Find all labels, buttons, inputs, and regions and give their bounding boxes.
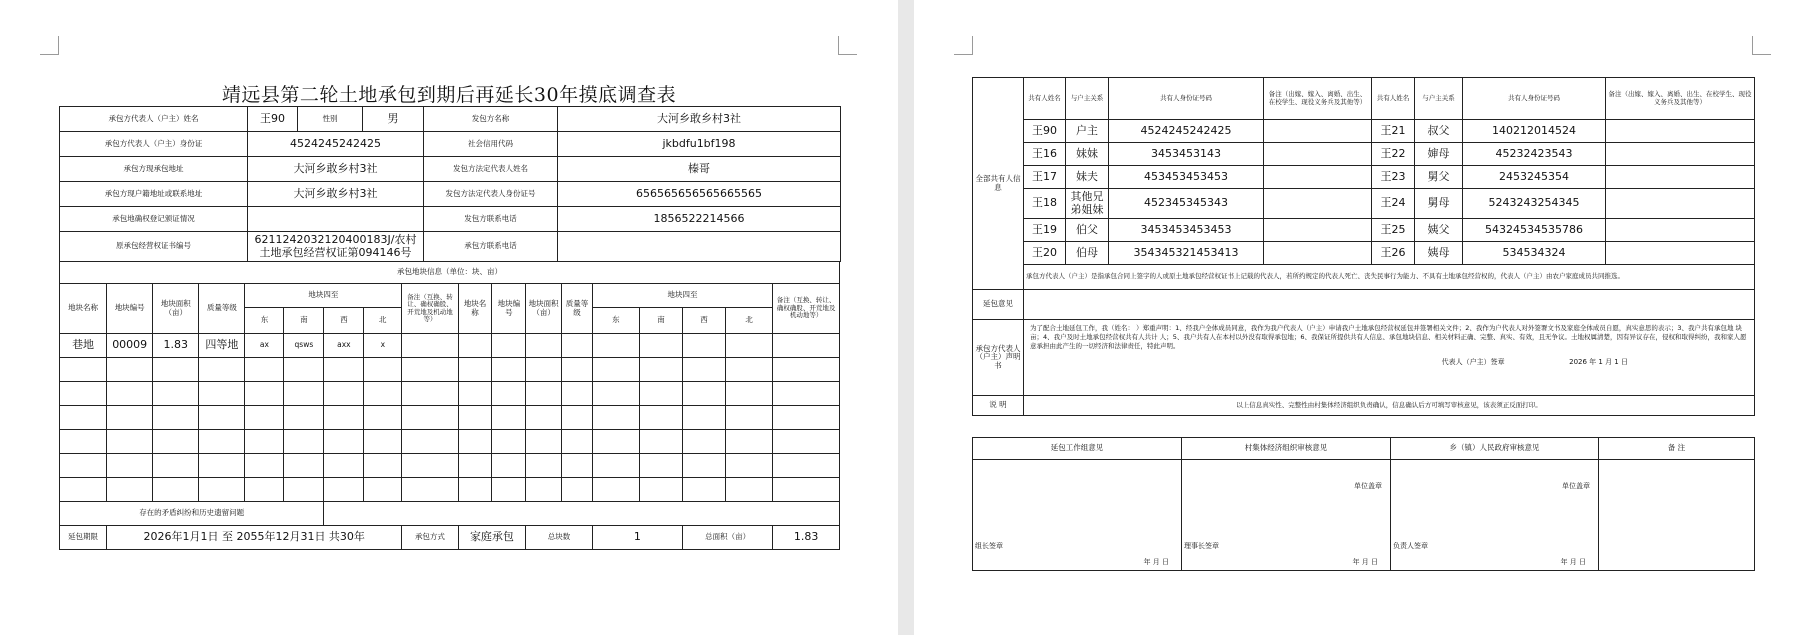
col-north-2: 北 xyxy=(726,308,773,334)
household-info-table xyxy=(59,106,841,262)
dispute-value xyxy=(324,502,840,526)
page-2 xyxy=(914,0,1811,635)
col-member-name: 共有人姓名 xyxy=(1024,78,1066,120)
old-cert: 6211242032120400183J/农村土地承包经营权证第094146号 xyxy=(248,232,424,262)
col-member-note-2: 备注（出嫁、嫁入、离婚、出生、在校学生、现役义务兵及其他等） xyxy=(1606,78,1755,120)
col-plot-grade: 质量等级 xyxy=(199,284,245,334)
member-name: 王21 xyxy=(1372,120,1415,143)
member-name: 王23 xyxy=(1372,166,1415,189)
approval-date: 年 月 日 xyxy=(1352,558,1378,566)
approval-signer: 负责人签章 xyxy=(1393,542,1428,550)
col-plot-code: 地块编号 xyxy=(107,284,153,334)
table-row xyxy=(973,189,1755,219)
member-name: 王90 xyxy=(1024,120,1066,143)
member-name: 王18 xyxy=(1024,189,1066,219)
col-west-2: 西 xyxy=(683,308,726,334)
members-table xyxy=(972,77,1755,416)
member-name: 王16 xyxy=(1024,143,1066,166)
col-plot-code-2: 地块编号 xyxy=(492,284,526,334)
registration-value xyxy=(248,207,424,232)
approval-title: 延包工作组意见 xyxy=(973,438,1182,460)
col-plot-grade-2: 质量等级 xyxy=(562,284,593,334)
total-area: 1.83 xyxy=(773,526,840,550)
col-east-2: 东 xyxy=(592,308,639,334)
approval-cell xyxy=(973,460,1182,571)
members-footnote: 承包方代表人（户主）是指承包合同上签字的人或原土地承包经营权证书上记载的代表人，若所约规定的代表人死亡、丧失民事行为能力、不具有土地承包经营权的，代表人（户主）由农户家庭成员共同推选。 xyxy=(1024,265,1755,290)
col-plot-name-2: 地块名称 xyxy=(458,284,492,334)
statement-label: 承包方代表人（户主）声明书 xyxy=(973,320,1024,396)
col-relation-2: 与户主关系 xyxy=(1415,78,1463,120)
approval-seal: 单位盖章 xyxy=(1354,482,1382,490)
plot-east: ax xyxy=(245,334,284,358)
member-id: 534534324 xyxy=(1463,242,1606,265)
approval-title: 备 注 xyxy=(1599,438,1755,460)
crop-mark xyxy=(954,36,973,55)
plot-code: 00009 xyxy=(107,334,153,358)
member-relation: 婶母 xyxy=(1415,143,1463,166)
registration-label: 承包地确权登记颁证情况 xyxy=(60,207,248,232)
rep-name: 王90 xyxy=(248,107,298,132)
period-label: 延包期限 xyxy=(60,526,107,550)
approvals-table xyxy=(972,437,1755,571)
member-name: 王19 xyxy=(1024,219,1066,242)
issuer-name-label: 发包方名称 xyxy=(424,107,558,132)
member-relation: 其他兄弟姐妹 xyxy=(1066,189,1109,219)
period: 2026年1月1日 至 2055年12月31日 共30年 xyxy=(107,526,402,550)
approval-cell xyxy=(1599,460,1755,571)
approval-cell xyxy=(1182,460,1391,571)
statement-date: 2026 年 1 月 1 日 xyxy=(1569,358,1628,367)
contractor-phone xyxy=(558,232,841,262)
total-plots-label: 总块数 xyxy=(526,526,593,550)
col-member-name-2: 共有人姓名 xyxy=(1372,78,1415,120)
member-name: 王24 xyxy=(1372,189,1415,219)
crop-mark xyxy=(838,36,857,55)
member-id: 452345345343 xyxy=(1109,189,1264,219)
legal-rep-id-label: 发包方法定代表人身份证号 xyxy=(424,182,558,207)
issuer-phone-label: 发包方联系电话 xyxy=(424,207,558,232)
col-east: 东 xyxy=(245,308,284,334)
gender-label: 性别 xyxy=(298,107,363,132)
total-area-label: 总面积（亩） xyxy=(683,526,773,550)
plots-table xyxy=(59,261,840,550)
member-relation: 妹夫 xyxy=(1066,166,1109,189)
approval-date: 年 月 日 xyxy=(1560,558,1586,566)
current-addr: 大河乡敢乡村3社 xyxy=(248,157,424,182)
rep-name-label: 承包方代表人（户主）姓名 xyxy=(60,107,248,132)
plot-name: 巷地 xyxy=(60,334,107,358)
col-member-note: 备注（出嫁、嫁入、离婚、出生、在校学生、现役义务兵及其他等） xyxy=(1264,78,1372,120)
total-plots: 1 xyxy=(592,526,682,550)
member-id: 140212014524 xyxy=(1463,120,1606,143)
col-west: 西 xyxy=(324,308,364,334)
approval-date: 年 月 日 xyxy=(1143,558,1169,566)
table-row xyxy=(973,219,1755,242)
gender: 男 xyxy=(363,107,424,132)
member-id: 2453245354 xyxy=(1463,166,1606,189)
member-name: 王25 xyxy=(1372,219,1415,242)
plot-area: 1.83 xyxy=(153,334,199,358)
approval-signer: 理事长签章 xyxy=(1184,542,1219,550)
extension-label: 延包意见 xyxy=(973,290,1024,320)
member-relation: 户主 xyxy=(1066,120,1109,143)
issuer-phone: 1856522214566 xyxy=(558,207,841,232)
method-label: 承包方式 xyxy=(402,526,458,550)
member-relation: 舅父 xyxy=(1415,166,1463,189)
dispute-label: 存在的矛盾纠纷和历史遗留问题 xyxy=(60,502,324,526)
col-south-2: 南 xyxy=(639,308,682,334)
crop-mark xyxy=(40,36,59,55)
statement-signature xyxy=(1030,358,1748,366)
col-member-id: 共有人身份证号码 xyxy=(1109,78,1264,120)
old-cert-label: 原承包经营权证书编号 xyxy=(60,232,248,262)
member-name: 王17 xyxy=(1024,166,1066,189)
credit-code: jkbdfu1bf198 xyxy=(558,132,841,157)
approval-cell xyxy=(1391,460,1599,571)
member-relation: 叔父 xyxy=(1415,120,1463,143)
member-id: 453453453453 xyxy=(1109,166,1264,189)
col-south: 南 xyxy=(284,308,324,334)
table-row xyxy=(973,166,1755,189)
approval-title: 乡（镇）人民政府审核意见 xyxy=(1391,438,1599,460)
members-section-label: 全部共有人信息 xyxy=(973,78,1024,290)
approval-signer: 组长签章 xyxy=(975,542,1003,550)
col-plot-note-2: 备注（互换、转让、确权确股、开荒地及机动地等） xyxy=(773,284,840,334)
member-name: 王20 xyxy=(1024,242,1066,265)
method: 家庭承包 xyxy=(458,526,526,550)
statement-signer: 代表人（户主）签章 xyxy=(1441,358,1505,367)
col-relation: 与户主关系 xyxy=(1066,78,1109,120)
col-plot-area-2: 地块面积（亩） xyxy=(526,284,562,334)
plot-west: axx xyxy=(324,334,364,358)
member-relation: 妹妹 xyxy=(1066,143,1109,166)
member-id: 45232423543 xyxy=(1463,143,1606,166)
extension-value xyxy=(1024,290,1755,320)
member-relation: 姨父 xyxy=(1415,219,1463,242)
household-addr-label: 承包方现户籍地址或联系地址 xyxy=(60,182,248,207)
plot-south: qsws xyxy=(284,334,324,358)
table-row xyxy=(973,120,1755,143)
approval-title: 村集体经济组织审核意见 xyxy=(1182,438,1391,460)
member-id: 54324534535786 xyxy=(1463,219,1606,242)
col-north: 北 xyxy=(364,308,402,334)
legal-rep-label: 发包方法定代表人姓名 xyxy=(424,157,558,182)
member-relation: 伯父 xyxy=(1066,219,1109,242)
member-relation: 姨母 xyxy=(1415,242,1463,265)
col-plot-note: 备注（互换、转让、确权确股、开荒地及机动地等） xyxy=(402,284,458,334)
current-addr-label: 承包方现承包地址 xyxy=(60,157,248,182)
table-row xyxy=(973,143,1755,166)
member-name: 王26 xyxy=(1372,242,1415,265)
rep-id: 4524245242425 xyxy=(248,132,424,157)
document-title: 靖远县第二轮土地承包到期后再延长30年摸底调查表 xyxy=(221,84,677,106)
contractor-phone-label: 承包方联系电话 xyxy=(424,232,558,262)
col-plot-area: 地块面积（亩） xyxy=(153,284,199,334)
legal-rep: 榛哥 xyxy=(558,157,841,182)
plot-north: x xyxy=(364,334,402,358)
issuer-name: 大河乡敢乡村3社 xyxy=(558,107,841,132)
member-relation: 伯母 xyxy=(1066,242,1109,265)
member-id: 3453453143 xyxy=(1109,143,1264,166)
member-id: 3453453453453 xyxy=(1109,219,1264,242)
plots-section-title: 承包地块信息（单位：块、亩） xyxy=(60,262,840,284)
col-plot-bounds-2: 地块四至 xyxy=(592,284,772,308)
member-name: 王22 xyxy=(1372,143,1415,166)
household-addr: 大河乡敢乡村3社 xyxy=(248,182,424,207)
rep-id-label: 承包方代表人（户主）身份证 xyxy=(60,132,248,157)
explanation-text: 以上信息真实性、完整性由村集体经济组织负责确认，信息确认后方可填写审核意见，该表须正反面打印。 xyxy=(1024,396,1755,416)
credit-code-label: 社会信用代码 xyxy=(424,132,558,157)
explanation-label: 说 明 xyxy=(973,396,1024,416)
plot-grade: 四等地 xyxy=(199,334,245,358)
page-1 xyxy=(0,0,898,635)
col-plot-name: 地块名称 xyxy=(60,284,107,334)
crop-mark xyxy=(1752,36,1771,55)
col-member-id-2: 共有人身份证号码 xyxy=(1463,78,1606,120)
statement-cell xyxy=(1024,320,1755,396)
approval-seal: 单位盖章 xyxy=(1562,482,1590,490)
table-row xyxy=(973,242,1755,265)
member-id: 354345321453413 xyxy=(1109,242,1264,265)
col-plot-bounds: 地块四至 xyxy=(245,284,402,308)
member-relation: 舅母 xyxy=(1415,189,1463,219)
statement-text: 为了配合土地延包工作，我（姓名： ）郑重声明：1、经我户全体成员同意，我作为我户代表人（户主）申请我户土地承包经营权延包并签署相关文件；2、我作为户代表人对外签署文书及家庭全体成员自愿，真实意思的表示；3、我户共有承包地 块 亩；4、我户及时土地承包经营权共有人共计 人；5、我户共有人在本村以外没有取得承包地；6、我保证所提供共有人信息、承包地块信息、相关材料正确、完整、真实、有效，且无争议。土地权属清楚，因有异议存在，侵权和取得纠纷，我和家人愿意承担由此产生的一切经济和法律责任，特此声明。 xyxy=(1030,324,1747,350)
member-id: 5243243254345 xyxy=(1463,189,1606,219)
member-id: 4524245242425 xyxy=(1109,120,1264,143)
legal-rep-id: 656565656565665565 xyxy=(558,182,841,207)
table-row xyxy=(60,334,840,358)
